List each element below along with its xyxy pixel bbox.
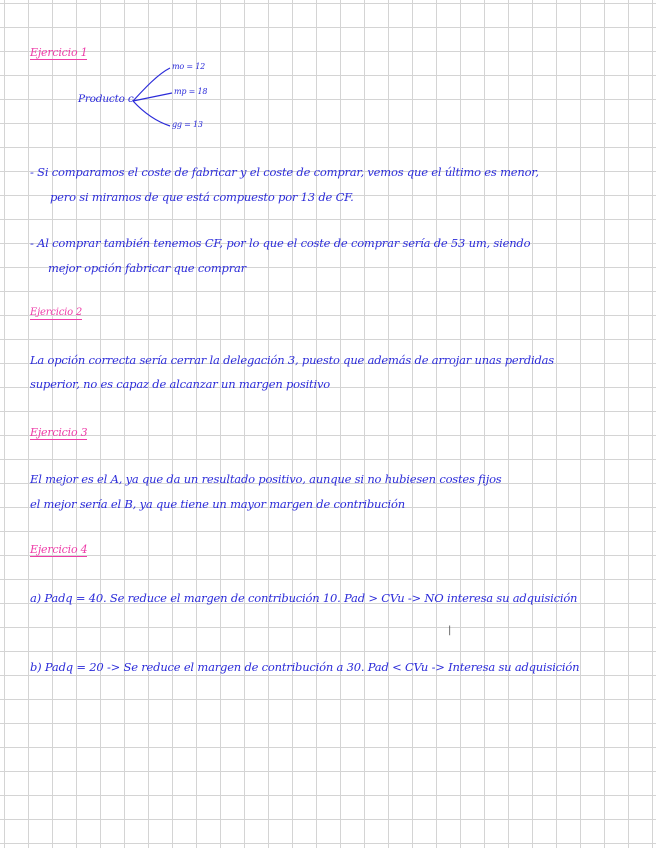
ej3-line-1: El mejor es el A, ya que da un resultado positivo, aunque si no hubiesen costes fijos [30, 472, 502, 486]
ej1-line-3: - Al comprar también tenemos CF, por lo que el coste de comprar sería de 53 um, siendo [30, 236, 531, 250]
ejercicio-2-heading: Ejercicio 2 [30, 307, 83, 318]
branch-mp: mp = 18 [174, 87, 208, 96]
ej1-line-1: - Si comparamos el coste de fabricar y el coste de comprar, vemos que el último es menor, [30, 165, 539, 179]
ejercicio-1-heading: Ejercicio 1 [30, 46, 88, 59]
branch-gg: gg = 13 [172, 120, 203, 129]
ej4-line-a: a) Padq = 40. Se reduce el margen de contribución 10. Pad > CVu -> NO interesa su adquisición [30, 591, 578, 605]
ej2-line-2: superior, no es capaz de alcanzar un margen positivo [30, 377, 330, 391]
stray-mark: | [448, 625, 452, 636]
ejercicio-3-heading: Ejercicio 3 [30, 426, 88, 439]
ej2-line-1: La opción correcta sería cerrar la delegación 3, puesto que además de arrojar unas perdidas [30, 353, 554, 367]
ej1-line-4: mejor opción fabricar que comprar [48, 261, 246, 275]
ej4-line-b: b) Padq = 20 -> Se reduce el margen de contribución a 30. Pad < CVu -> Interesa su adquisición [30, 660, 580, 674]
branch-mo: mo = 12 [172, 62, 205, 71]
ej3-line-2: el mejor sería el B, ya que tiene un mayor margen de contribución [30, 497, 405, 511]
ejercicio-4-heading: Ejercicio 4 [30, 543, 88, 556]
ej1-line-2: pero si miramos de que está compuesto por 13 de CF. [50, 190, 354, 204]
producto-label: Producto c [78, 93, 134, 105]
